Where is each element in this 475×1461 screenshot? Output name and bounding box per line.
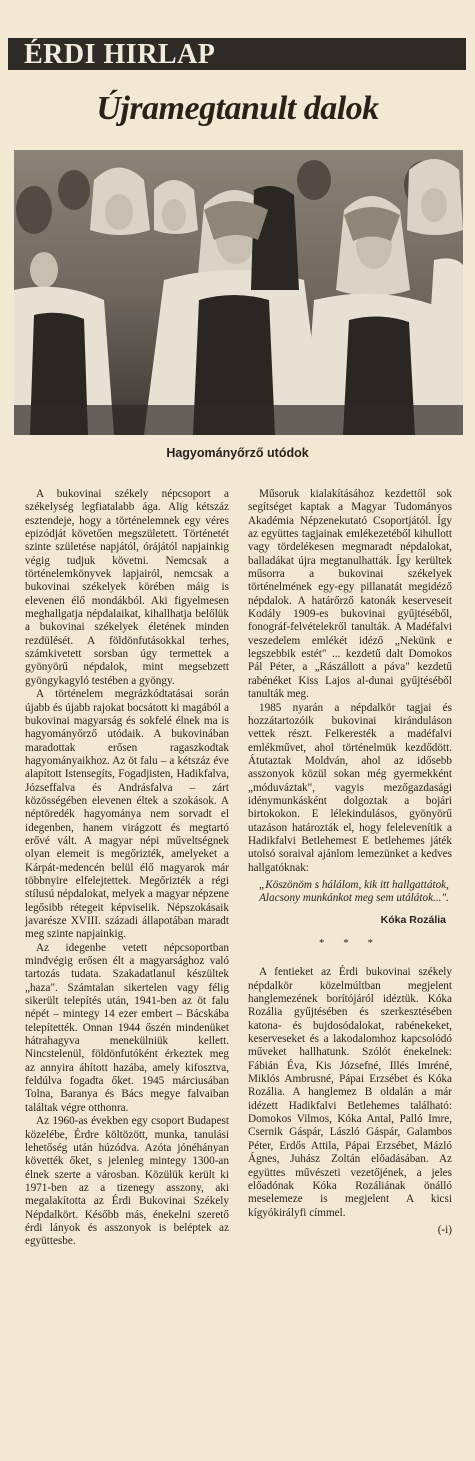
section-separator: * * * (319, 937, 381, 949)
article-column-right (248, 488, 452, 1237)
paragraph: A bukovinai székely népcsoport a székelység legfiatalabb ága. Alig kétszáz esztendeje, hogy a történelemnek egy véres epizódját követően megszületett. Történetét szinte születése napjától, órájától napjainkig végig tudjuk követni. Nemcsak a történelemkönyvek lapjairól, nemcsak a bukovinai székelyek körében máig is elevenen élő mondákból. Aki figyelmesen meghallgatja népdalaikat, kihallhatja belőlük a bukovinai székelyek életének minden rezdülését. A földönfutásokkal terhes, számkivetett sorsban úgy termettek a gyönyörű népdalok, mint megsebzett gyöngykagyló testében a gyöngy. (25, 488, 229, 687)
author-mark: (-i) (437, 1223, 452, 1236)
paragraph: A történelem megrázkódtatásai során újabb és újabb rajokat bocsátott ki magából a bukovinai magyarság és sokfelé élnek ma is hagyományőrző utódaik. A bukovinában maradottak erősen ragaszkodtak hagyományaikhoz. Az öt falu – a kétszáz éve alapított Istensegíts, Fogadjisten, Hadikfalva, Józseffalva és Andrásfalva – zárt közösségében elevenen éltek a szokások. A néptöredék hagyománya nem sorvadt el idegenben, hanem virágzott és megtartó erővé vált. A magyar népi műveltségnek olyan elemeit is megőrizték, amelyeket a Kárpát-medencén belül élő magyarok már többnyire elfelejtettek. Megőrizték a régi stílusú népdalokat, melyek a magyar népzene legősibb rétegeit képviselik. Népszokásaik javarésze XVIII. századi állapotában maradt meg szinte napjainkig. (25, 688, 229, 941)
quoted-verse: „Köszönöm s hálálom, kik itt hallgattátok, Alacsony munkánkot meg sem utálátok...". (259, 878, 449, 905)
masthead-title: ÉRDI HIRLAP (24, 39, 216, 70)
paragraph: Műsoruk kialakításához kezdettől sok segítséget kaptak a Magyar Tudományos Akadémia Népzenekutató Csoportjától. Így az együttes tagjainak emlékezetéből kihullott vagy tördelékesen megmaradt népdalokat, balladákat újra megtanulhatták. Így kerültek műsorra a bukovinai székelyek történelmének egy-egy pillanatát megidéző népdalok. A határőrző katonák keserveseit Kodály 1909-es bukovinai gyűjtéséből, fonográf-felvételekről tanulták. A Madéfalvi veszedelem emlékét idéző „Nekünk e legszebbik estét" ... kezdetű dalt Domokos Pál Péter, a „Rászállott a páva" kezdetű rabénéket Kiss Lajos al-dunai gyűjtéséből tanulták meg. (248, 488, 452, 701)
article-column-left (25, 488, 229, 1249)
paragraph: 1985 nyarán a népdalkör tagjai és hozzátartozóik bukovinai kiránduláson vettek részt. Felkeresték a madéfalvi emlékművet, ahol történelmük kezdődött. Átutaztak Moldván, ahol az idősebb asszonyok közül sokan még gyermekként „móduváztak", vagyis mezőgazdasági idénymunkásként dolgoztak a bojári birtokokon. E lélekindulásos, gyönyörű utazáson határozták el, hogy felelevenítik a Hadikfalvi Betlehemest E betlehemes játék utolsó soraival ajánlom lemezünket a kedves hallgatóknak: (248, 701, 452, 874)
paragraph: Az 1960-as években egy csoport Budapest közelébe, Érdre költözött, munka, tanulási lehetőség után húzódva. Azóta jónéhányan követték őket, s jelenleg mintegy 1300-an élnek szerte a városban. Közülük került ki 1971-ben az a tizenegy asszony, aki megalakította az Érdi Bukovinai Székely Népdalkört. Később más, énekelni szerető érdi lányok és asszonyok is beléptek az együttesbe. (25, 1115, 229, 1248)
article-photo (14, 150, 463, 435)
photo-caption: Hagyományőrző utódok (166, 446, 309, 460)
author-signature: Kóka Rozália (380, 913, 446, 926)
paragraph: A fentieket az Érdi bukovinai székely népdalkör közelmúltban megjelent hanglemezének borítójáról idéztük. Kóka Rozália gyűjtésében és szerkesztésében katona- és bujdosódalokat, rabénekeket, keserveseket és a lakodalomhoz kapcsolódó műveket hallhatunk. Szólót énekelnek: Fábián Éva, Kis Józsefné, Illés Imréné, Miklós Ambrusné, Pápai Erzsébet és Kóka Rozália. A hanglemez B oldalán a már idézett Hadikfalvi Betlehemes található: Domokos Vilmos, Kóka Antal, Palló Imre, Csernik Gáspár, László Gáspár, Galambos Péter, Erdős Attila, Pápai Erzsébet, Mázló Ágnes, Juhász Zoltán előadásában. Az együttes művészeti vezetőjének, a jeles előadónak Kóka Rozáliának önálló meselemeze is megjelent A kicsi kígyókirályfi címmel. (248, 966, 452, 1219)
women-choir-photo (14, 150, 463, 435)
masthead (8, 38, 466, 70)
article-title: Újramegtanult dalok (96, 90, 379, 127)
paragraph: Az idegenbe vetett népcsoportban mindvégig erősen élt a magyarsághoz való tartozás tudata. Szakadatlanul készültek „haza". Számtalan sikertelen vagy félig sikerült telepítés után, 1941-ben az öt falu népét – mintegy 14 ezer embert – Bácskába telepítették. Onnan 1944 őszén mindenüket hátrahagyva menekülniük kellett. Nincstelenül, földönfutóként érkeztek meg az annyira áhított hazába, amely kifosztva, feldúlva fogadta őket. 1945 márciusában Tolna, Baranya és Bács megye falvaiban találtak végre otthonra. (25, 941, 229, 1114)
